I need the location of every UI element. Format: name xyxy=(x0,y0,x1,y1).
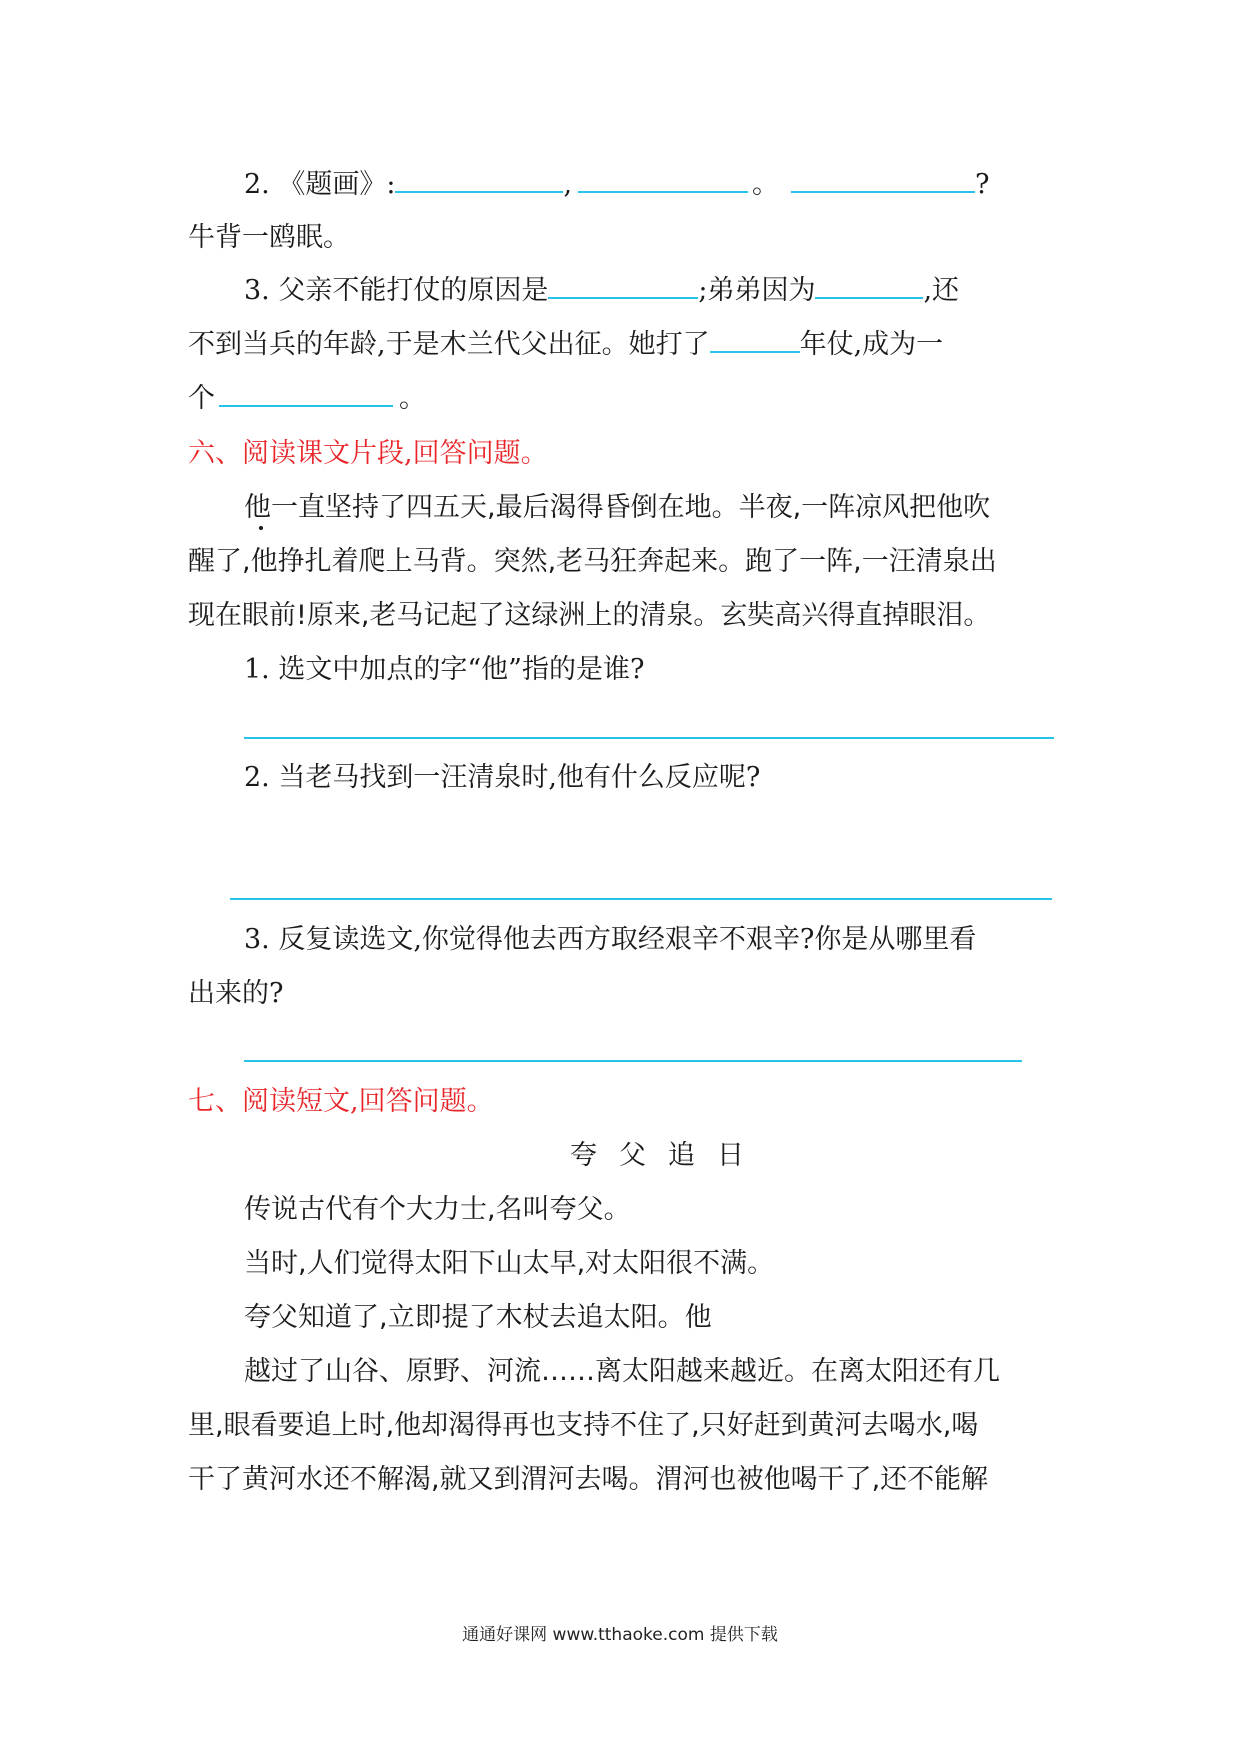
q5-3-line2 xyxy=(188,325,943,365)
q5-3-line3 xyxy=(188,379,426,419)
punct: , xyxy=(563,169,573,200)
story-paragraph: 传说古代有个大力士,名叫夸父。 xyxy=(244,1194,631,1225)
part6-passage-line: 他一直坚持了四五天,最后渴得昏倒在地。半夜,一阵凉风把他吹 xyxy=(244,492,991,523)
part6-question-2: 2. 当老马找到一汪清泉时,他有什么反应呢? xyxy=(244,762,761,793)
story-paragraph: 越过了山谷、原野、河流……离太阳越来越近。在离太阳还有几 xyxy=(244,1356,1000,1387)
part6-passage-line: 现在眼前!原来,老马记起了这绿洲上的清泉。玄奘高兴得直掉眼泪。 xyxy=(188,600,991,631)
story-paragraph: 里,眼看要追上时,他却渴得再也支持不住了,只好赶到黄河去喝水,喝 xyxy=(188,1410,979,1441)
fill-blank[interactable] xyxy=(791,167,975,193)
q5-3-text: 年仗,成为一 xyxy=(799,329,944,360)
q5-3-text: 。 xyxy=(399,383,426,414)
part6-question-3: 3. 反复读选文,你觉得他去西方取经艰辛不艰辛?你是从哪里看 xyxy=(244,924,977,955)
fill-blank[interactable] xyxy=(815,273,923,299)
q5-2-line2: 牛背一鸥眠。 xyxy=(188,222,350,253)
story-paragraph: 干了黄河水还不解渴,就又到渭河去喝。渭河也被他喝干了,还不能解 xyxy=(188,1464,989,1495)
q5-3-text: 不到当兵的年龄,于是木兰代父出征。她打了 xyxy=(188,329,710,360)
emphasis-dot xyxy=(259,526,263,530)
part6-heading: 六、阅读课文片段,回答问题。 xyxy=(188,438,548,469)
q5-3-text: ;弟弟因为 xyxy=(698,275,816,306)
answer-line[interactable] xyxy=(244,1060,1022,1062)
answer-line[interactable] xyxy=(230,898,1052,900)
q5-3-text: ,还 xyxy=(923,275,960,306)
part6-question-1: 1. 选文中加点的字“他”指的是谁? xyxy=(244,654,645,685)
fill-blank[interactable] xyxy=(548,273,698,299)
part6-passage-line: 醒了,他挣扎着爬上马背。突然,老马狂奔起来。跑了一阵,一汪清泉出 xyxy=(188,546,997,577)
story-paragraph: 当时,人们觉得太阳下山太早,对太阳很不满。 xyxy=(244,1248,775,1279)
fill-blank[interactable] xyxy=(710,327,800,353)
story-paragraph: 夸父知道了,立即提了木杖去追太阳。他 xyxy=(244,1302,712,1333)
fill-blank[interactable] xyxy=(219,381,393,407)
q5-2-prefix: 2. 《题画》: xyxy=(244,169,396,200)
fill-blank[interactable] xyxy=(578,167,748,193)
punct: ? xyxy=(975,169,990,200)
fill-blank[interactable] xyxy=(395,167,563,193)
part7-heading: 七、阅读短文,回答问题。 xyxy=(188,1086,494,1117)
answer-line[interactable] xyxy=(244,737,1054,739)
part6-question-3-cont: 出来的? xyxy=(188,978,284,1009)
q5-3-text: 个 xyxy=(188,383,215,414)
q5-3-text: 3. 父亲不能打仗的原因是 xyxy=(244,275,549,306)
q5-2-line1 xyxy=(244,165,990,205)
story-title: 夸父追日 xyxy=(570,1140,766,1171)
punct: 。 xyxy=(752,169,780,200)
footer-note: 通通好课网 www.tthaoke.com 提供下载 xyxy=(462,1625,778,1645)
q5-3-line1 xyxy=(244,271,959,311)
